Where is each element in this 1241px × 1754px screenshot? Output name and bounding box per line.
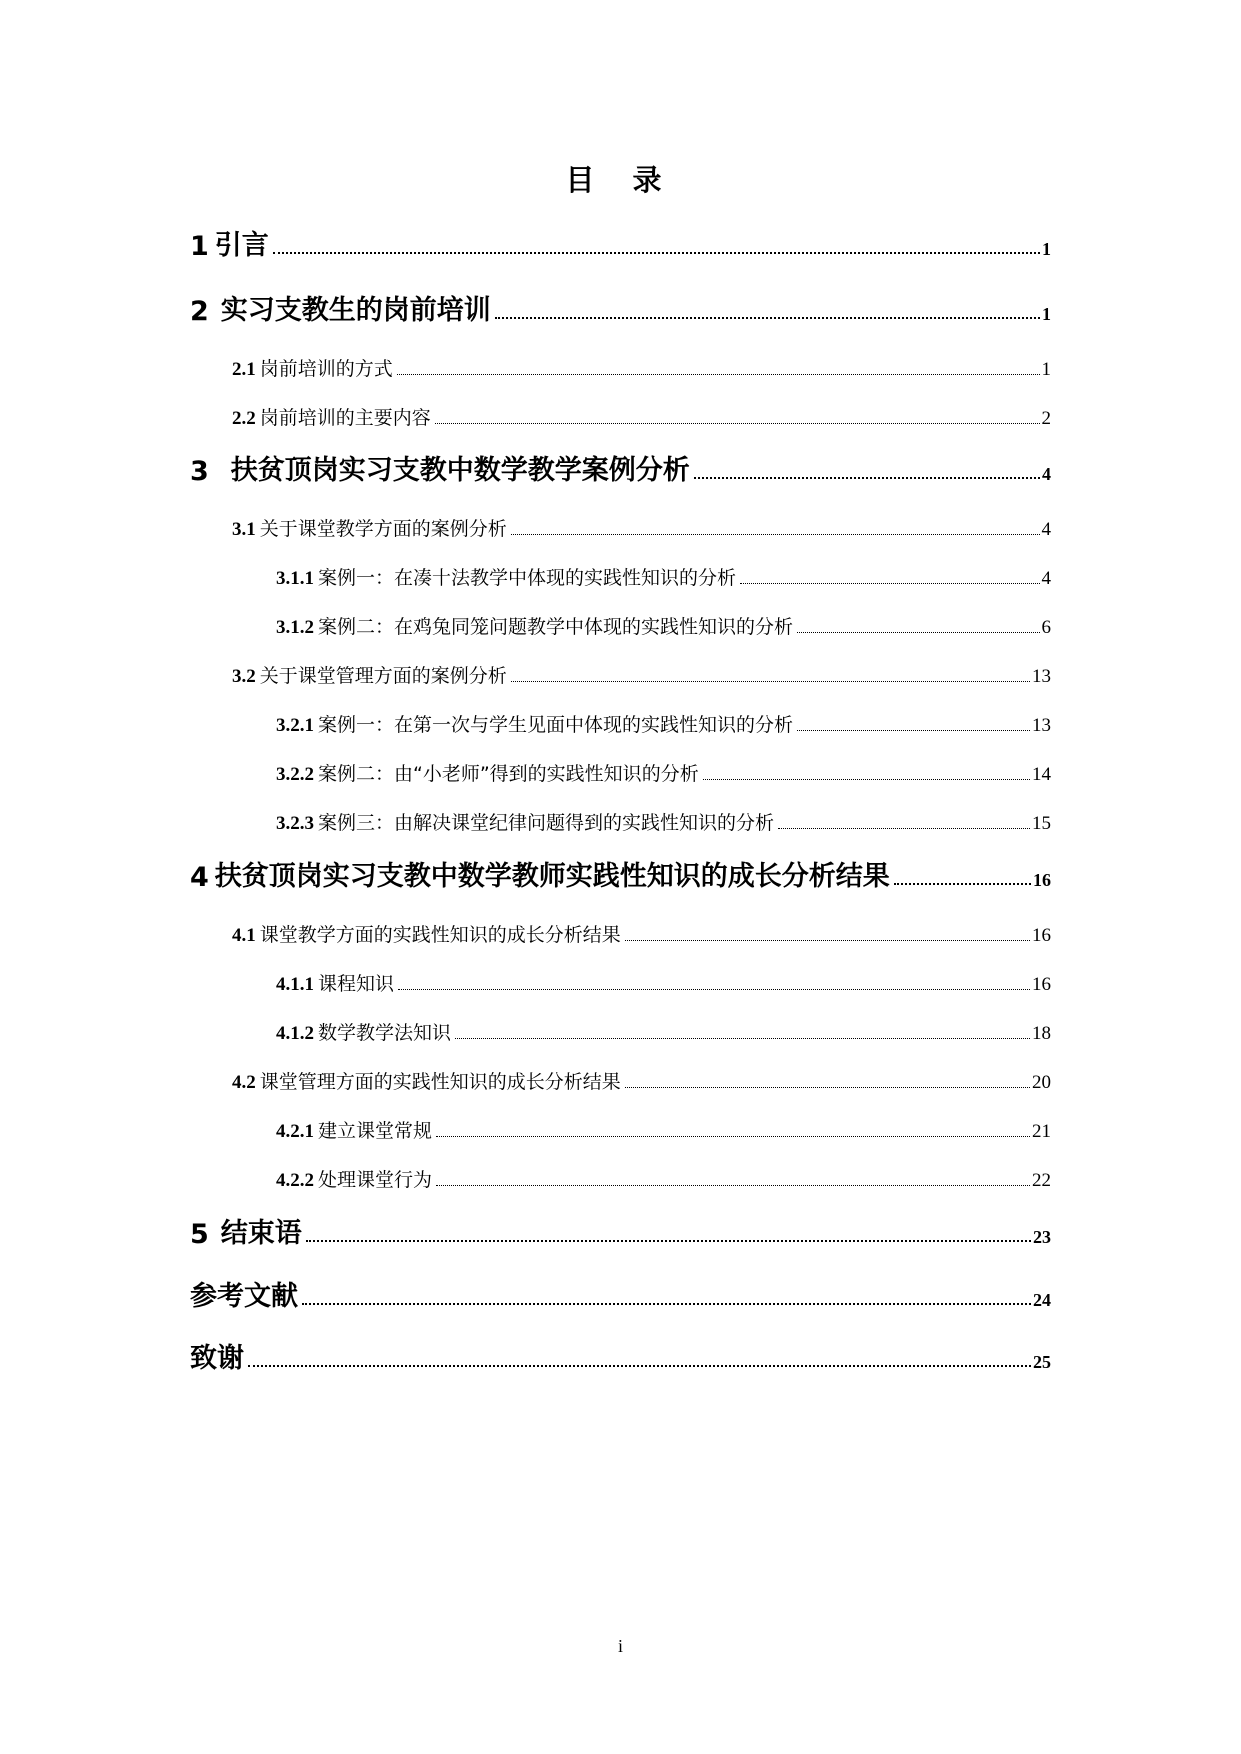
toc-entry[interactable] (232, 345, 1051, 381)
toc-entry-label (190, 1336, 244, 1375)
toc-entry[interactable] (190, 1214, 1051, 1250)
dot-leader (248, 1365, 1031, 1367)
toc-entry-label (276, 1165, 432, 1192)
toc-entry-title: 课程知识 (318, 973, 395, 995)
dot-leader (398, 989, 1030, 990)
toc-entry[interactable] (190, 226, 1051, 262)
toc-entry-number: 3.2.2 (276, 764, 314, 785)
toc-entry-label (190, 288, 491, 327)
toc-entry-number: 3 (190, 456, 209, 487)
dot-leader (797, 632, 1039, 633)
toc-entry-label (190, 1274, 298, 1313)
dot-leader (625, 1087, 1030, 1088)
toc-title: 目 录 (565, 163, 676, 197)
toc-entry-page: 23 (1033, 1227, 1051, 1247)
toc-entry-title: 案例二：在鸡兔同笼问题教学中体现的实践性知识的分析 (318, 616, 794, 638)
toc-entry-number: 4.2.2 (276, 1170, 314, 1191)
toc-entry-page: 13 (1032, 715, 1051, 736)
toc-entry-title: 引言 (214, 230, 269, 261)
toc-entry-number: 4.2 (232, 1072, 256, 1093)
toc-entry-label (276, 612, 793, 639)
toc-entry[interactable] (232, 652, 1051, 688)
toc-entry-number: 3.2.1 (276, 715, 314, 736)
toc-entry-title: 处理课堂行为 (318, 1169, 433, 1191)
toc-entry-number: 3.1 (232, 519, 256, 540)
toc-entry-title: 结束语 (220, 1218, 302, 1249)
toc-entry-title: 扶贫顶岗实习支教中数学教师实践性知识的成长分析结果 (214, 861, 890, 892)
toc-entry-label (232, 661, 507, 688)
toc-entry-page: 16 (1032, 925, 1051, 946)
toc-entry-label (232, 514, 507, 541)
toc-entry-label (276, 563, 736, 590)
toc-entry-number: 2.2 (232, 408, 256, 429)
toc-entry[interactable] (190, 1277, 1051, 1313)
toc-entry[interactable] (276, 603, 1051, 639)
toc-entry-page: 6 (1041, 617, 1051, 638)
dot-leader (511, 681, 1030, 682)
toc-entry[interactable] (276, 1156, 1051, 1192)
toc-entry[interactable] (276, 701, 1051, 737)
toc-entry[interactable] (232, 911, 1051, 947)
dot-leader (797, 730, 1030, 731)
dot-leader (302, 1303, 1031, 1305)
toc-entry-page: 15 (1032, 813, 1051, 834)
toc-entry-number: 5 (190, 1219, 209, 1250)
dot-leader (778, 828, 1030, 829)
toc-entry-title: 扶贫顶岗实习支教中数学教学案例分析 (230, 455, 690, 486)
toc-entry-page: 16 (1033, 870, 1051, 890)
toc-entry-title: 案例二：由“小老师”得到的实践性知识的分析 (318, 763, 699, 785)
toc-entry[interactable] (190, 451, 1051, 487)
toc-entry-number: 1 (190, 231, 209, 262)
toc-entry-page: 1 (1042, 304, 1051, 324)
toc-entry-page: 2 (1041, 408, 1051, 429)
toc-entry[interactable] (190, 857, 1051, 893)
toc-entry-title: 课堂教学方面的实践性知识的成长分析结果 (259, 924, 621, 946)
toc-entry-page: 14 (1032, 764, 1051, 785)
toc-entry[interactable] (276, 960, 1051, 996)
toc-entry[interactable] (190, 291, 1051, 327)
toc-entry-page: 16 (1032, 974, 1051, 995)
toc-entry-label (232, 403, 431, 430)
toc-entry-page: 4 (1042, 464, 1051, 484)
toc-entry-page: 1 (1041, 359, 1051, 380)
toc-entry[interactable] (276, 750, 1051, 786)
toc-entry-page: 25 (1033, 1352, 1051, 1372)
dot-leader (625, 940, 1030, 941)
toc-entry-page: 4 (1041, 519, 1051, 540)
toc-entry-title: 关于课堂管理方面的案例分析 (259, 665, 507, 687)
dot-leader (436, 1136, 1030, 1137)
toc-entry[interactable] (232, 1058, 1051, 1094)
toc-entry-label (276, 1018, 451, 1045)
dot-leader (273, 252, 1040, 254)
dot-leader (306, 1240, 1031, 1242)
dot-leader (455, 1038, 1030, 1039)
toc-entry-label (276, 710, 793, 737)
toc-entry-page: 13 (1032, 666, 1051, 687)
toc-entry-label (276, 969, 394, 996)
toc-entry[interactable] (276, 554, 1051, 590)
toc-entry-page: 1 (1042, 239, 1051, 259)
dot-leader (740, 583, 1039, 584)
toc-entry-number: 3.1.2 (276, 617, 314, 638)
toc-entry-number: 3.2.3 (276, 813, 314, 834)
toc-entry[interactable] (276, 1009, 1051, 1045)
toc-entry-page: 21 (1032, 1121, 1051, 1142)
toc-entry[interactable] (232, 394, 1051, 430)
toc-entry[interactable] (276, 1107, 1051, 1143)
toc-entry-page: 20 (1032, 1072, 1051, 1093)
toc-entry-title: 关于课堂教学方面的案例分析 (259, 518, 507, 540)
toc-entry-title: 岗前培训的方式 (259, 358, 393, 380)
toc-entry-label (276, 759, 699, 786)
toc-entry-title: 案例一：在第一次与学生见面中体现的实践性知识的分析 (318, 714, 794, 736)
toc-entry-label (190, 854, 890, 893)
toc-entry-title: 参考文献 (190, 1281, 298, 1312)
dot-leader (703, 779, 1030, 780)
toc-entry-number: 3.2 (232, 666, 256, 687)
toc-entry-label (190, 448, 690, 487)
page-number: i (617, 1636, 623, 1656)
toc-entry[interactable] (190, 1339, 1051, 1375)
toc-entry-title: 案例三：由解决课堂纪律问题得到的实践性知识的分析 (318, 812, 775, 834)
dot-leader (435, 423, 1040, 424)
toc-entry-number: 4.1 (232, 925, 256, 946)
toc-entry-title: 岗前培训的主要内容 (259, 407, 431, 429)
toc-entry-title: 课堂管理方面的实践性知识的成长分析结果 (259, 1071, 621, 1093)
toc-entry-title: 实习支教生的岗前培训 (220, 295, 491, 326)
toc-entry-title: 案例一：在凑十法教学中体现的实践性知识的分析 (318, 567, 737, 589)
toc-entry-label (190, 1211, 302, 1250)
dot-leader (694, 477, 1040, 479)
dot-leader (495, 317, 1040, 319)
toc-entry-number: 4.1.2 (276, 1023, 314, 1044)
toc-entry-number: 4.1.1 (276, 974, 314, 995)
toc-entry-number: 4 (190, 862, 209, 893)
dot-leader (397, 374, 1040, 375)
dot-leader (511, 534, 1040, 535)
toc-entry-title: 致谢 (190, 1343, 244, 1374)
toc-entry-label (276, 1116, 432, 1143)
toc-entry-label (232, 920, 621, 947)
toc-entry-label (190, 223, 269, 262)
dot-leader (894, 883, 1031, 885)
dot-leader (436, 1185, 1030, 1186)
toc-entry-label (276, 808, 774, 835)
toc-entry-page: 22 (1032, 1170, 1051, 1191)
toc-entry-number: 2 (190, 296, 209, 327)
toc-entry-title: 数学教学法知识 (318, 1022, 452, 1044)
toc-entry-number: 2.1 (232, 359, 256, 380)
toc-entry-number: 4.2.1 (276, 1121, 314, 1142)
toc-entry[interactable] (276, 799, 1051, 835)
toc-entry-page: 24 (1033, 1290, 1051, 1310)
toc-entry-title: 建立课堂常规 (318, 1120, 433, 1142)
toc-entry-page: 18 (1032, 1023, 1051, 1044)
toc-entry-label (232, 354, 393, 381)
toc-entry-number: 3.1.1 (276, 568, 314, 589)
toc-entry-label (232, 1067, 621, 1094)
toc-entry-page: 4 (1041, 568, 1051, 589)
toc-entry[interactable] (232, 505, 1051, 541)
